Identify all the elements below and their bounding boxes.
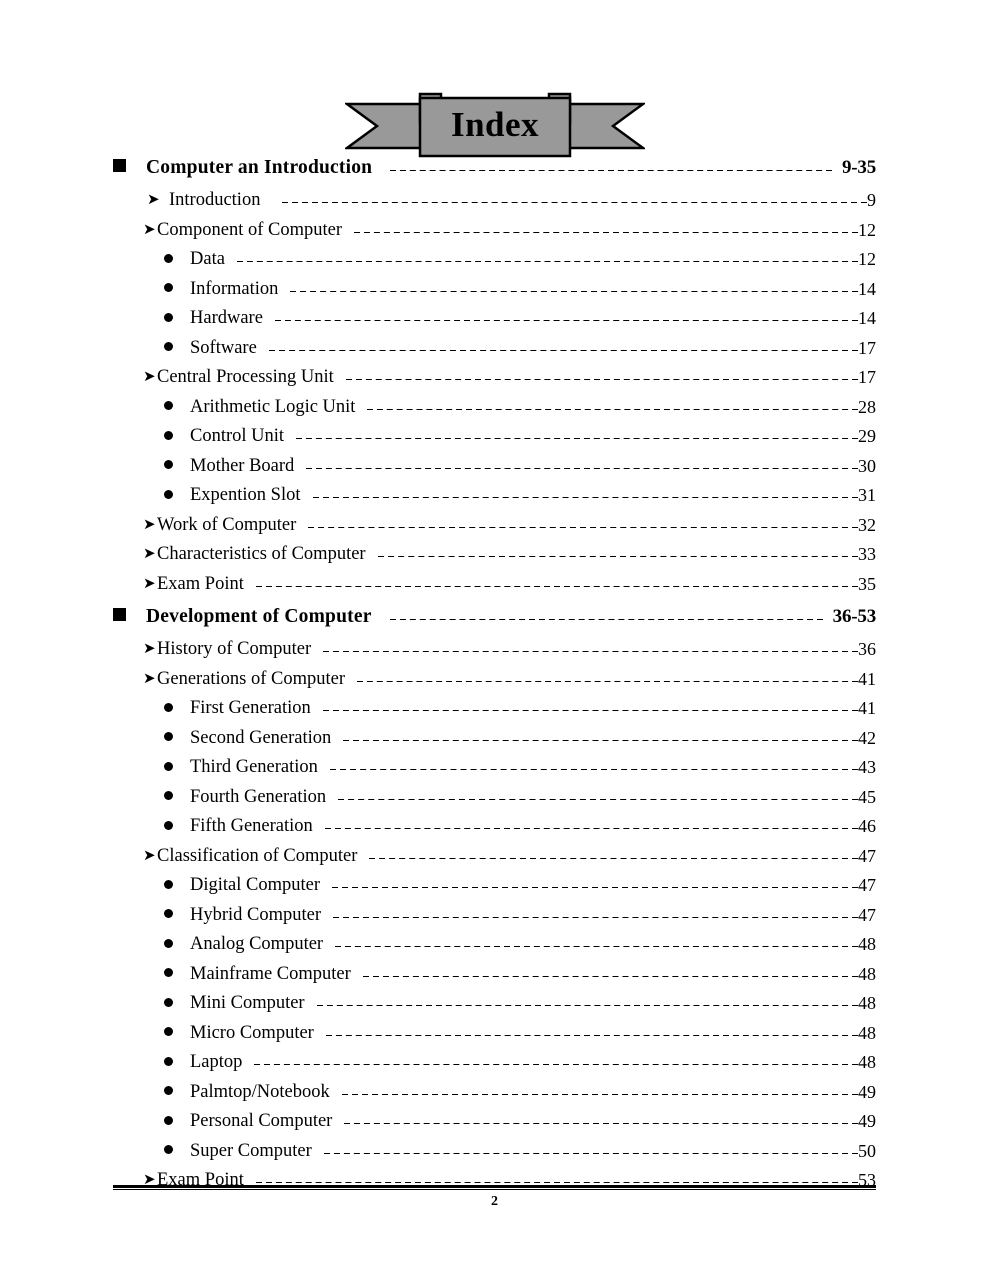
toc-entry-label: Software bbox=[190, 337, 257, 358]
toc-entry-page-number: 30 bbox=[858, 455, 876, 476]
toc-entry[interactable] bbox=[0, 511, 989, 541]
disc-bullet bbox=[164, 457, 190, 473]
toc-entry-label: Expention Slot bbox=[190, 485, 301, 506]
dot-leader bbox=[363, 976, 858, 977]
toc-entry-page-number: 53 bbox=[858, 1170, 876, 1191]
toc-entry[interactable] bbox=[0, 1019, 989, 1049]
toc-entry-label: Personal Computer bbox=[190, 1111, 333, 1132]
arrow-bullet: ➤ bbox=[143, 1172, 156, 1189]
dot-leader bbox=[282, 202, 867, 203]
toc-entry[interactable] bbox=[0, 216, 989, 246]
toc-entry-label: First Generation bbox=[190, 698, 311, 719]
dot-leader bbox=[308, 527, 858, 528]
dot-leader bbox=[369, 858, 858, 859]
toc-entry-page-number: 14 bbox=[858, 308, 876, 329]
toc-entry-page-number: 43 bbox=[858, 757, 876, 778]
disc-bullet bbox=[164, 1142, 190, 1158]
toc-entry-page-number: 12 bbox=[858, 219, 876, 240]
disc-bullet bbox=[164, 877, 190, 893]
toc-entry-page-number: 46 bbox=[858, 816, 876, 837]
toc-entry[interactable] bbox=[0, 1048, 989, 1078]
toc-entry-label: Hybrid Computer bbox=[190, 904, 322, 925]
dot-leader bbox=[342, 1094, 858, 1095]
toc-entry-page-number: 49 bbox=[858, 1081, 876, 1102]
disc-bullet bbox=[164, 818, 190, 834]
toc-entry[interactable] bbox=[0, 871, 989, 901]
dot-leader bbox=[290, 291, 858, 292]
disc-bullet bbox=[164, 936, 190, 952]
table-of-contents bbox=[0, 150, 989, 1196]
arrow-bullet: ➤ bbox=[143, 546, 156, 563]
footer-rule-thin bbox=[113, 1189, 876, 1190]
toc-entry-label: Component of Computer bbox=[157, 219, 342, 240]
disc-bullet bbox=[164, 759, 190, 775]
arrow-bullet: ➤ bbox=[143, 641, 156, 658]
toc-entry[interactable] bbox=[0, 186, 989, 216]
dot-leader bbox=[378, 556, 858, 557]
dot-leader bbox=[256, 586, 858, 587]
toc-entry-label: Analog Computer bbox=[190, 934, 324, 955]
disc-bullet bbox=[164, 1113, 190, 1129]
toc-entry-label: Development of Computer bbox=[146, 606, 372, 627]
toc-entry[interactable] bbox=[0, 363, 989, 393]
toc-entry[interactable] bbox=[0, 304, 989, 334]
toc-entry-page-number: 36 bbox=[858, 639, 876, 660]
toc-entry-page-number: 48 bbox=[858, 934, 876, 955]
toc-entry[interactable] bbox=[0, 989, 989, 1019]
dot-leader bbox=[275, 320, 858, 321]
toc-entry[interactable] bbox=[0, 783, 989, 813]
toc-entry-label: Hardware bbox=[190, 308, 263, 329]
dot-leader bbox=[332, 887, 858, 888]
toc-entry-label: Exam Point bbox=[157, 1170, 244, 1191]
toc-entry-label: Generations of Computer bbox=[157, 668, 346, 689]
toc-entry[interactable] bbox=[0, 150, 989, 186]
toc-entry-page-number: 9 bbox=[867, 190, 876, 211]
arrow-bullet: ➤ bbox=[143, 847, 156, 864]
page-footer bbox=[113, 1185, 876, 1210]
toc-entry-page-number: 47 bbox=[858, 875, 876, 896]
toc-entry-page-number: 35 bbox=[858, 573, 876, 594]
disc-bullet bbox=[164, 729, 190, 745]
toc-entry[interactable] bbox=[0, 930, 989, 960]
toc-entry[interactable] bbox=[0, 1107, 989, 1137]
toc-entry[interactable] bbox=[0, 842, 989, 872]
toc-entry[interactable] bbox=[0, 570, 989, 600]
toc-entry-label: Laptop bbox=[190, 1052, 243, 1073]
disc-bullet bbox=[164, 700, 190, 716]
toc-entry-page-number: 47 bbox=[858, 904, 876, 925]
toc-entry[interactable] bbox=[0, 245, 989, 275]
dot-leader bbox=[237, 261, 858, 262]
disc-bullet bbox=[164, 398, 190, 414]
toc-entry-page-number: 48 bbox=[858, 1052, 876, 1073]
dot-leader bbox=[338, 799, 858, 800]
disc-bullet bbox=[164, 251, 190, 267]
dot-leader bbox=[346, 379, 858, 380]
toc-entry-page-number: 48 bbox=[858, 963, 876, 984]
disc-bullet bbox=[164, 788, 190, 804]
disc-bullet bbox=[164, 1083, 190, 1099]
dot-leader bbox=[390, 170, 832, 171]
toc-entry-page-number: 41 bbox=[858, 668, 876, 689]
toc-entry-page-number: 31 bbox=[858, 485, 876, 506]
dot-leader bbox=[325, 828, 858, 829]
dot-leader bbox=[313, 497, 859, 498]
toc-entry-page-number: 14 bbox=[858, 278, 876, 299]
disc-bullet bbox=[164, 906, 190, 922]
disc-bullet bbox=[164, 339, 190, 355]
arrow-bullet: ➤ bbox=[147, 192, 160, 209]
toc-entry-label: Classification of Computer bbox=[157, 845, 358, 866]
toc-entry[interactable] bbox=[0, 452, 989, 482]
toc-entry[interactable] bbox=[0, 275, 989, 305]
toc-entry-page-number: 9-35 bbox=[841, 157, 876, 178]
toc-entry-page-number: 50 bbox=[858, 1140, 876, 1161]
toc-entry-label: Characteristics of Computer bbox=[157, 544, 366, 565]
toc-entry[interactable] bbox=[0, 540, 989, 570]
toc-entry-page-number: 12 bbox=[858, 249, 876, 270]
toc-entry-page-number: 49 bbox=[858, 1111, 876, 1132]
dot-leader bbox=[390, 619, 823, 620]
toc-entry-label: Central Processing Unit bbox=[157, 367, 334, 388]
toc-entry[interactable] bbox=[0, 812, 989, 842]
dot-leader bbox=[333, 917, 858, 918]
disc-bullet bbox=[164, 1024, 190, 1040]
dot-leader bbox=[269, 350, 858, 351]
toc-entry-label: Mini Computer bbox=[190, 993, 305, 1014]
toc-entry-label: History of Computer bbox=[157, 639, 312, 660]
dot-leader bbox=[344, 1123, 858, 1124]
toc-entry[interactable] bbox=[0, 422, 989, 452]
toc-entry[interactable] bbox=[0, 393, 989, 423]
disc-bullet bbox=[164, 310, 190, 326]
footer-rule-thick bbox=[113, 1185, 876, 1188]
arrow-bullet: ➤ bbox=[143, 575, 156, 592]
arrow-bullet: ➤ bbox=[143, 221, 156, 238]
arrow-bullet: ➤ bbox=[143, 670, 156, 687]
toc-entry-label: Micro Computer bbox=[190, 1022, 314, 1043]
index-banner bbox=[0, 86, 989, 158]
toc-entry[interactable] bbox=[0, 334, 989, 364]
dot-leader bbox=[335, 946, 858, 947]
footer-page-number: 2 bbox=[491, 1194, 498, 1209]
toc-entry-label: Second Generation bbox=[190, 727, 332, 748]
toc-entry[interactable] bbox=[0, 665, 989, 695]
toc-entry[interactable] bbox=[0, 1078, 989, 1108]
dot-leader bbox=[326, 1035, 858, 1036]
toc-entry-page-number: 29 bbox=[858, 426, 876, 447]
toc-entry[interactable] bbox=[0, 694, 989, 724]
toc-entry-page-number: 17 bbox=[858, 367, 876, 388]
toc-entry-page-number: 28 bbox=[858, 396, 876, 417]
toc-entry-label: Control Unit bbox=[190, 426, 285, 447]
dot-leader bbox=[354, 232, 858, 233]
disc-bullet bbox=[164, 280, 190, 296]
square-bullet bbox=[113, 608, 146, 625]
toc-entry-label: Super Computer bbox=[190, 1140, 312, 1161]
toc-entry-label: Mainframe Computer bbox=[190, 963, 351, 984]
toc-entry-page-number: 42 bbox=[858, 727, 876, 748]
dot-leader bbox=[296, 438, 858, 439]
toc-entry-page-number: 47 bbox=[858, 845, 876, 866]
disc-bullet bbox=[164, 487, 190, 503]
dot-leader bbox=[323, 710, 858, 711]
toc-entry-label: Computer an Introduction bbox=[146, 157, 373, 178]
toc-entry-label: Arithmetic Logic Unit bbox=[190, 396, 356, 417]
arrow-bullet: ➤ bbox=[143, 369, 156, 386]
toc-entry-label: Introduction bbox=[169, 190, 261, 211]
toc-entry-label: Mother Board bbox=[190, 455, 295, 476]
toc-entry-page-number: 45 bbox=[858, 786, 876, 807]
dot-leader bbox=[256, 1182, 858, 1183]
disc-bullet bbox=[164, 428, 190, 444]
toc-entry[interactable] bbox=[0, 1137, 989, 1167]
toc-entry[interactable] bbox=[0, 481, 989, 511]
dot-leader bbox=[254, 1064, 858, 1065]
toc-entry-page-number: 48 bbox=[858, 993, 876, 1014]
toc-entry-page-number: 48 bbox=[858, 1022, 876, 1043]
toc-entry-label: Fourth Generation bbox=[190, 786, 327, 807]
toc-entry-label: Information bbox=[190, 278, 279, 299]
toc-entry-page-number: 33 bbox=[858, 544, 876, 565]
dot-leader bbox=[317, 1005, 858, 1006]
toc-entry[interactable] bbox=[0, 960, 989, 990]
arrow-bullet: ➤ bbox=[143, 516, 156, 533]
disc-bullet bbox=[164, 995, 190, 1011]
toc-entry[interactable] bbox=[0, 901, 989, 931]
toc-entry-label: Fifth Generation bbox=[190, 816, 313, 837]
dot-leader bbox=[367, 409, 858, 410]
toc-entry-label: Third Generation bbox=[190, 757, 318, 778]
page-title: Index bbox=[450, 105, 540, 144]
disc-bullet bbox=[164, 965, 190, 981]
toc-entry-page-number: 41 bbox=[858, 698, 876, 719]
dot-leader bbox=[306, 468, 858, 469]
toc-entry-page-number: 17 bbox=[858, 337, 876, 358]
toc-entry[interactable] bbox=[0, 724, 989, 754]
toc-entry-label: Data bbox=[190, 249, 225, 270]
toc-entry-label: Work of Computer bbox=[157, 514, 297, 535]
toc-entry[interactable] bbox=[0, 753, 989, 783]
toc-entry[interactable] bbox=[0, 635, 989, 665]
square-bullet bbox=[113, 159, 146, 176]
toc-entry-label: Digital Computer bbox=[190, 875, 320, 896]
toc-entry-label: Palmtop/Notebook bbox=[190, 1081, 330, 1102]
toc-entry[interactable] bbox=[0, 599, 989, 635]
dot-leader bbox=[330, 769, 858, 770]
dot-leader bbox=[323, 651, 858, 652]
toc-entry-label: Exam Point bbox=[157, 573, 244, 594]
toc-entry-page-number: 32 bbox=[858, 514, 876, 535]
disc-bullet bbox=[164, 1054, 190, 1070]
dot-leader bbox=[324, 1153, 858, 1154]
dot-leader bbox=[343, 740, 858, 741]
toc-entry-page-number: 36-53 bbox=[832, 606, 876, 627]
dot-leader bbox=[357, 681, 858, 682]
